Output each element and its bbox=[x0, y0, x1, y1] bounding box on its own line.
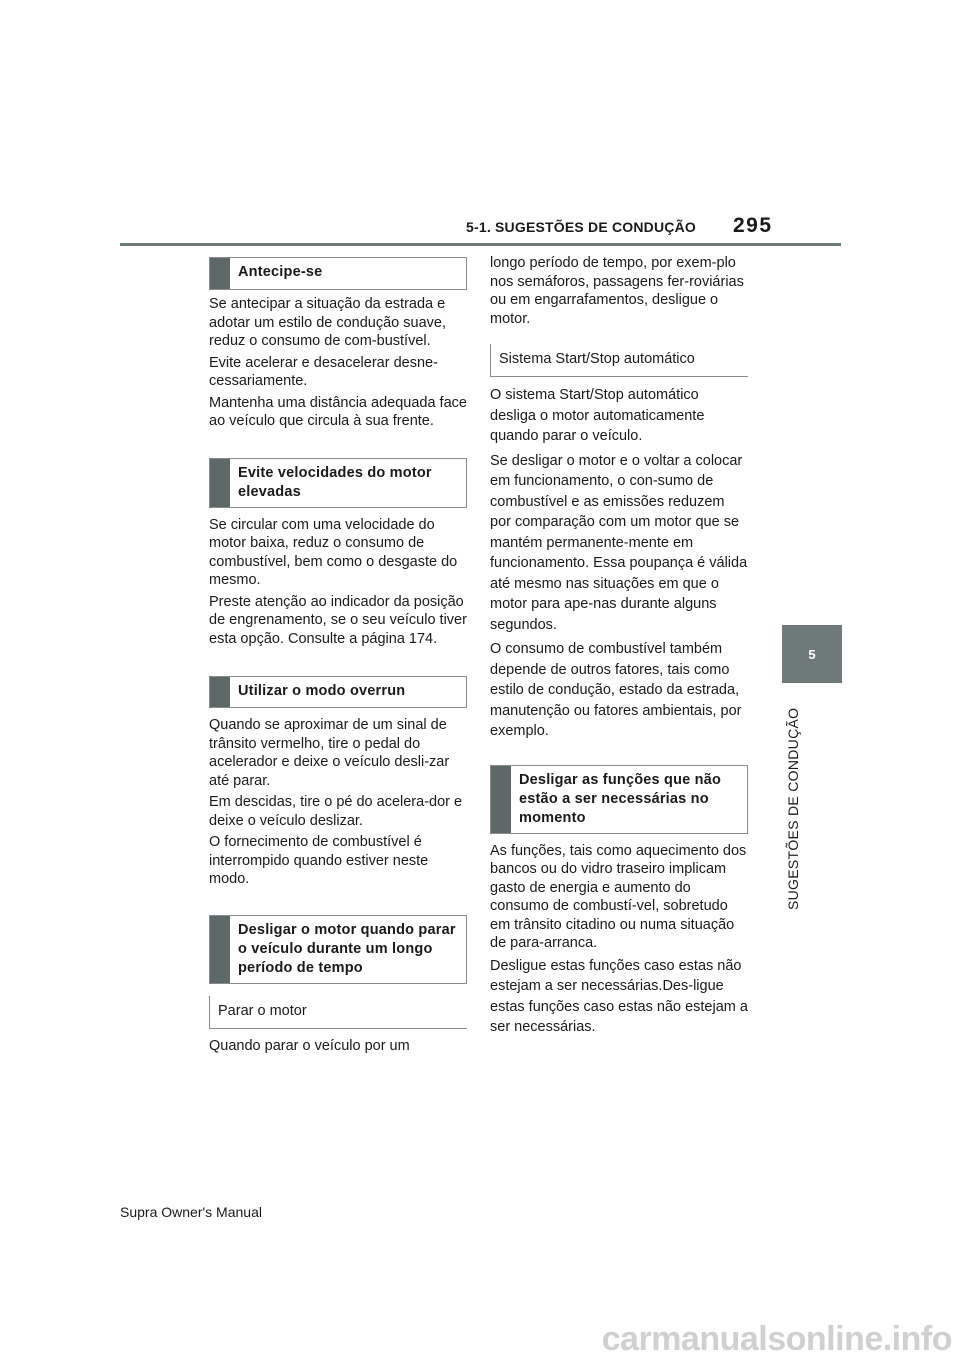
chapter-number-tab: 5 bbox=[782, 625, 842, 683]
section-title: 5-1. SUGESTÕES DE CONDUÇÃO bbox=[466, 219, 697, 235]
paragraph: longo período de tempo, por exem-plo nos semáforos, passagens fer-roviárias ou em engarrafamentos, desligue o motor. bbox=[490, 255, 744, 327]
heading-evite-velocidades: Evite velocidades do motor elevadas bbox=[238, 464, 432, 500]
heading-bar bbox=[210, 459, 230, 507]
paragraph: Evite acelerar e desacelerar desne-cessariamente. bbox=[209, 354, 438, 389]
heading-box-overrun bbox=[209, 676, 467, 708]
paragraph: O fornecimento de combustível é interrompido quando estiver neste modo. bbox=[209, 834, 429, 887]
paragraph: Se antecipar a situação da estrada e adotar um estilo de condução suave, reduz o consumo de com-bustível. bbox=[209, 296, 446, 349]
heading-box-antecipe bbox=[209, 257, 467, 290]
page-number: 295 bbox=[733, 214, 773, 237]
paragraph: Quando parar o veículo por um bbox=[209, 1037, 410, 1054]
paragraph: Quando se aproximar de um sinal de trânsito vermelho, tire o pedal do acelerador e deixe o veículo desli-zar até parar. bbox=[209, 717, 450, 789]
paragraph: As funções, tais como aquecimento dos bancos ou do vidro traseiro implicam gasto de energia e aumento do consumo de combustí-vel, sobretudo em trânsito citadino ou numa situação de para-arranca. bbox=[490, 842, 747, 951]
right-column bbox=[490, 254, 748, 1042]
paragraph: Mantenha uma distância adequada face ao veículo que circula à sua frente. bbox=[209, 394, 467, 429]
watermark: carmanualsonline.info bbox=[601, 1320, 952, 1358]
left-column bbox=[209, 257, 467, 1058]
paragraph: Se circular com uma velocidade do motor baixa, reduz o consumo de combustível, bem como o desgaste do mesmo. bbox=[209, 516, 458, 588]
header-divider bbox=[120, 243, 841, 246]
heading-bar bbox=[210, 258, 230, 289]
heading-bar bbox=[210, 677, 230, 707]
footer-manual-title: Supra Owner's Manual bbox=[120, 1204, 262, 1220]
paragraph: Em descidas, tire o pé do acelera-dor e deixe o veículo deslizar. bbox=[209, 794, 463, 829]
heading-bar bbox=[210, 916, 230, 983]
paragraph: Desligue estas funções caso estas não estejam a ser necessárias.Des-ligue estas funções caso estas não estejam a ser necessárias. bbox=[490, 957, 748, 1035]
heading-overrun: Utilizar o modo overrun bbox=[238, 683, 406, 699]
heading-box-desligar-motor bbox=[209, 915, 467, 984]
heading-box-desligar-funcoes bbox=[490, 765, 748, 834]
subheading-parar-motor: Parar o motor bbox=[209, 996, 467, 1029]
heading-box-evite bbox=[209, 458, 467, 508]
heading-bar bbox=[491, 766, 511, 833]
heading-desligar-funcoes: Desligar as funções que não estão a ser necessárias no momento bbox=[519, 771, 722, 826]
chapter-side-title: SUGESTÕES DE CONDUÇÃO bbox=[785, 707, 801, 910]
paragraph: Se desligar o motor e o voltar a colocar em funcionamento, o con-sumo de combustível e as emissões reduzem por comparação com um motor que se mantém permanente-mente em funcionamento. Essa poupança é válida até mesmo nas situações em que o motor para ape-nas durante alguns segundos. bbox=[490, 452, 748, 633]
heading-desligar-motor: Desligar o motor quando parar o veículo durante um longo período de tempo bbox=[238, 921, 456, 976]
paragraph: Preste atenção ao indicador da posição de engrenamento, se o seu veículo tiver esta opção. Consulte a página 174. bbox=[209, 593, 467, 647]
paragraph: O sistema Start/Stop automático desliga o motor automaticamente quando parar o veículo. bbox=[490, 387, 705, 444]
paragraph: O consumo de combustível também depende de outros fatores, tais como estilo de condução, estado da estrada, manutenção ou fatores ambientais, por exemplo. bbox=[490, 641, 742, 739]
subheading-start-stop: Sistema Start/Stop automático bbox=[490, 344, 748, 377]
heading-antecipe: Antecipe-se bbox=[238, 264, 323, 280]
